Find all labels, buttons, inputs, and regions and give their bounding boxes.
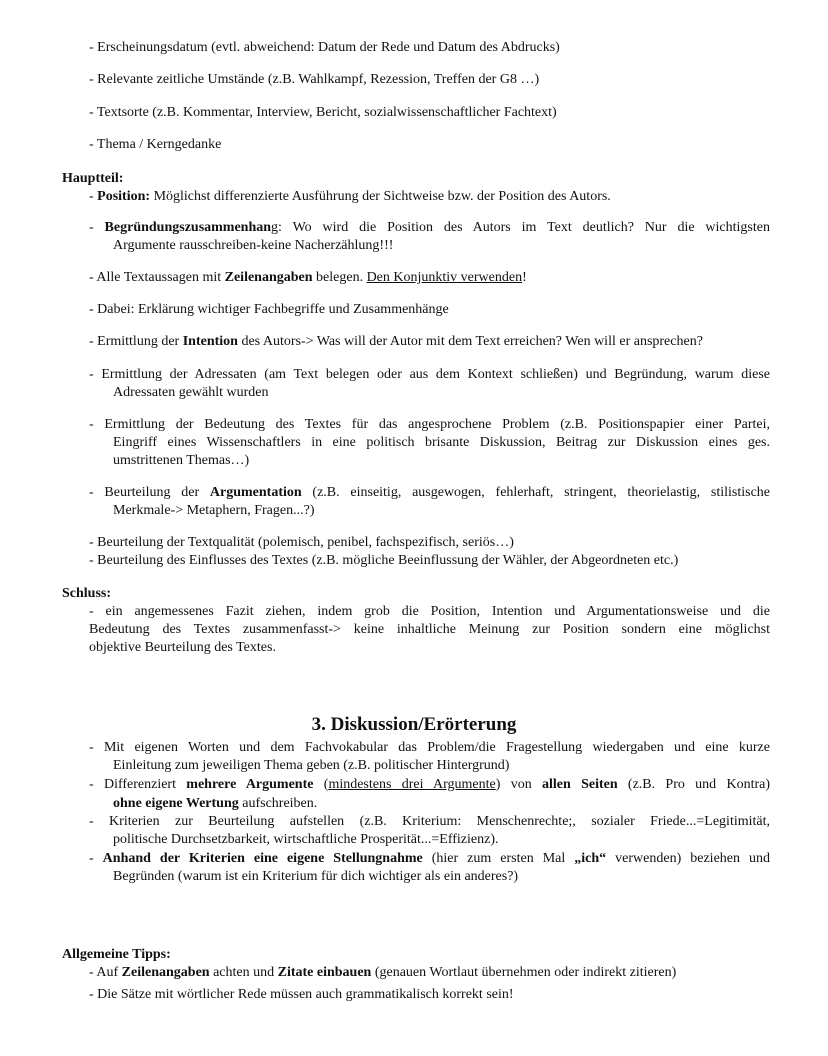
- hauptteil-item-textqualitaet: - Beurteilung der Textqualität (polemisch, penibel, fachspezifisch, seriös…): [89, 535, 514, 550]
- diskussion-title: 3. Diskussion/Erörterung: [311, 714, 517, 735]
- hauptteil-item-fachbegriffe: - Dabei: Erklärung wichtiger Fachbegriffe und Zusammenhänge: [89, 302, 449, 317]
- diskussion-item3-line1: - Kriterien zur Beurteilung aufstellen (z.B. Kriterium: Menschenrechte;, sozialer Friede...=Legitimität,: [89, 814, 770, 829]
- diskussion-item2-line1: - Differenziert mehrere Argumente (mindestens drei Argumente) von allen Seiten (z.B. Pro und Kontra): [89, 777, 770, 792]
- hauptteil-heading: Hauptteil:: [62, 171, 124, 186]
- intro-item-text-type: - Textsorte (z.B. Kommentar, Interview, Bericht, sozialwissenschaftlicher Fachtext): [89, 105, 557, 120]
- hauptteil-item-begruendung-line2: Argumente rausschreiben-keine Nacherzählung!!!: [113, 238, 394, 253]
- schluss-line3: objektive Beurteilung des Textes.: [89, 640, 276, 655]
- hauptteil-item-bedeutung-line2: Eingriff eines Wissenschaftlers in eine politisch brisante Diskussion, Beitrag zur Diskussion eines ges.: [113, 435, 770, 450]
- diskussion-item4-line2: Begründen (warum ist ein Kriterium für dich wichtiger als ein anderes?): [113, 869, 519, 884]
- hauptteil-item-begruendung-line1: - Begründungszusammenhang: Wo wird die Position des Autors im Text deutlich? Nur die wichtigsten: [89, 220, 770, 235]
- hauptteil-item-adressaten-line2: Adressaten gewählt wurden: [113, 385, 269, 400]
- tipps-item1: - Auf Zeilenangaben achten und Zitate einbauen (genauen Wortlaut übernehmen oder indirekt zitieren): [89, 965, 677, 980]
- diskussion-item1-line1: - Mit eigenen Worten und dem Fachvokabular das Problem/die Fragestellung wiedergaben und eine kurze: [89, 740, 770, 755]
- schluss-heading: Schluss:: [62, 586, 112, 601]
- hauptteil-item-argumentation-line2: Merkmale-> Metaphern, Fragen...?): [113, 503, 315, 518]
- hauptteil-item-position: - Position: Möglichst differenzierte Ausführung der Sichtweise bzw. der Position des Autors.: [89, 189, 611, 204]
- hauptteil-item-intention: - Ermittlung der Intention des Autors-> Was will der Autor mit dem Text erreichen? Wen will er ansprechen?: [89, 334, 703, 349]
- intro-item-circumstances: - Relevante zeitliche Umstände (z.B. Wahlkampf, Rezession, Treffen der G8 …): [89, 72, 540, 87]
- diskussion-item2-line2: ohne eigene Wertung aufschreiben.: [113, 796, 318, 811]
- intro-item-topic: - Thema / Kerngedanke: [89, 137, 222, 152]
- diskussion-item1-line2: Einleitung zum jeweiligen Thema geben (z.B. politischer Hintergrund): [113, 758, 510, 773]
- hauptteil-item-bedeutung-line3: umstrittenen Themas…): [113, 453, 250, 468]
- hauptteil-item-einfluss: - Beurteilung des Einflusses des Textes (z.B. mögliche Beeinflussung der Wähler, der Abgeordneten etc.): [89, 553, 679, 568]
- tipps-item2: - Die Sätze mit wörtlicher Rede müssen auch grammatikalisch korrekt sein!: [89, 987, 514, 1002]
- schluss-line2: Bedeutung des Textes zusammenfasst-> keine inhaltliche Meinung zur Position sondern eine möglichst: [89, 622, 770, 637]
- hauptteil-item-bedeutung-line1: - Ermittlung der Bedeutung des Textes für das angesprochene Problem (z.B. Positionspapier einer Partei,: [89, 417, 770, 432]
- diskussion-item4-line1: - Anhand der Kriterien eine eigene Stellungnahme (hier zum ersten Mal „ich“ verwenden) beziehen und: [89, 851, 770, 866]
- intro-item-date: - Erscheinungsdatum (evtl. abweichend: Datum der Rede und Datum des Abdrucks): [89, 40, 560, 55]
- hauptteil-item-argumentation-line1: - Beurteilung der Argumentation (z.B. einseitig, ausgewogen, fehlerhaft, stringent, theorielastig, stilistische: [89, 485, 770, 500]
- hauptteil-item-zeilenangaben: - Alle Textaussagen mit Zeilenangaben belegen. Den Konjunktiv verwenden!: [89, 270, 527, 285]
- tipps-heading: Allgemeine Tipps:: [62, 947, 171, 962]
- hauptteil-item-adressaten-line1: - Ermittlung der Adressaten (am Text belegen oder aus dem Kontext schließen) und Begründung, warum diese: [89, 367, 770, 382]
- schluss-line1: - ein angemessenes Fazit ziehen, indem grob die Position, Intention und Argumentationsweise und die: [89, 604, 770, 619]
- diskussion-item3-line2: politische Durchsetzbarkeit, wirtschaftliche Prosperität...=Effizienz).: [113, 832, 499, 847]
